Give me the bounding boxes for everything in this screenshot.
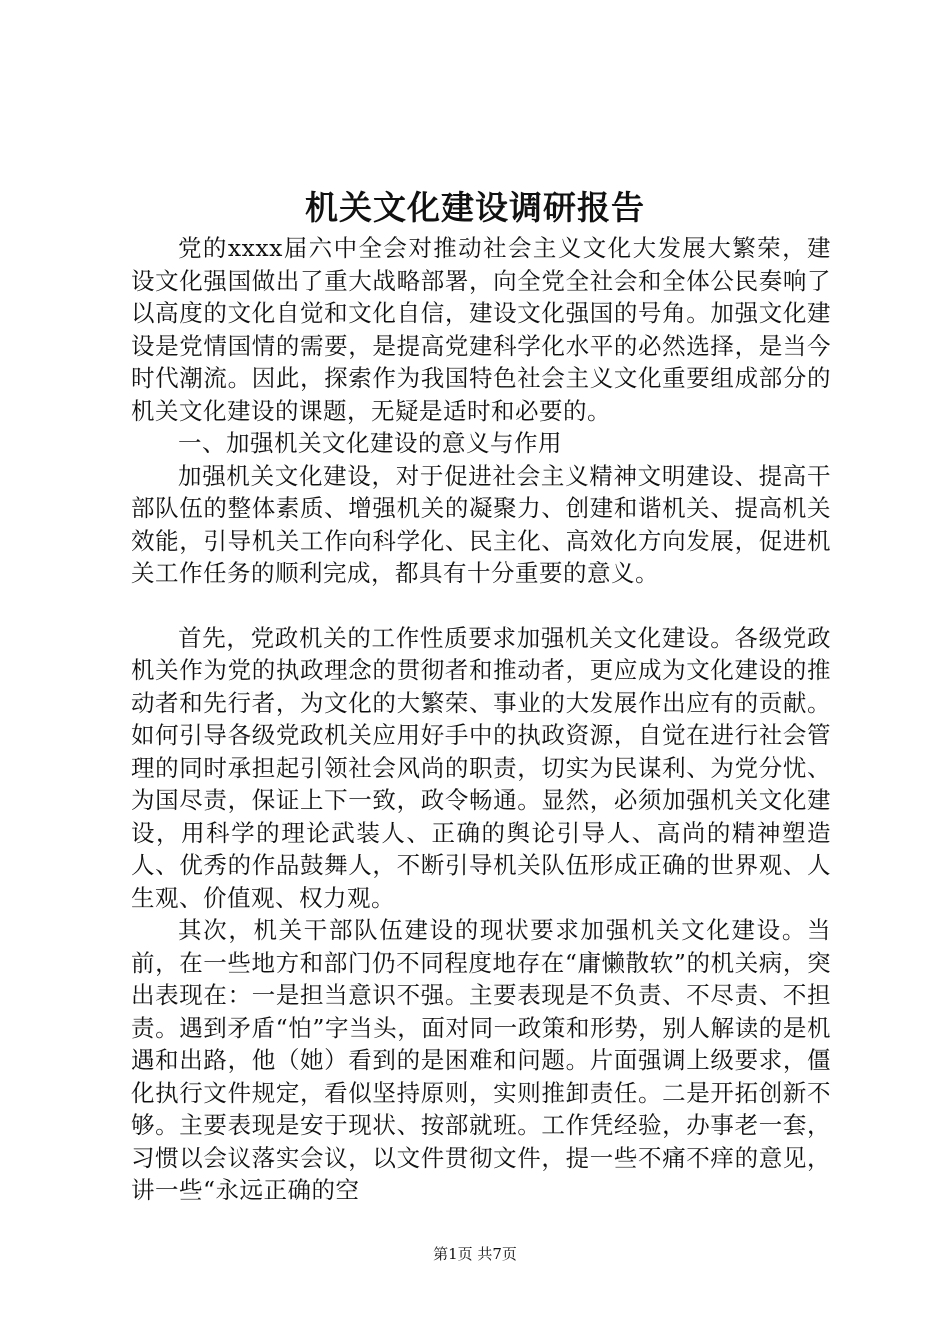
page-number-footer: 第1页 共7页 (433, 1245, 517, 1263)
section-heading: 一、加强机关文化建设的意义与作用 (178, 429, 562, 457)
document-body (131, 232, 831, 1207)
paragraph-significance: 加强机关文化建设，对于促进社会主义精神文明建设、提高干部队伍的整体素质、增强机关的凝聚力、创建和谐机关、提高机关效能，引导机关工作向科学化、民主化、高效化方向发展，促进机关工作任务的顺利完成，都具有十分重要的意义。 (131, 461, 831, 587)
paragraph-first-reason: 首先，党政机关的工作性质要求加强机关文化建设。各级党政机关作为党的执政理念的贯彻者和推动者，更应成为文化建设的推动者和先行者，为文化的大繁荣、事业的大发展作出应有的贡献。如何引导各级党政机关应用好手中的执政资源，自觉在进行社会管理的同时承担起引领社会风尚的职责，切实为民谋利、为党分忧、为国尽责，保证上下一致，政令畅通。显然，必须加强机关文化建设，用科学的理论武装人、正确的舆论引导人、高尚的精神塑造人、优秀的作品鼓舞人，不断引导机关队伍形成正确的世界观、人生观、价值观、权力观。 (131, 623, 831, 912)
paragraph-second-reason: 其次，机关干部队伍建设的现状要求加强机关文化建设。当前，在一些地方和部门仍不同程度地存在“庸懒散软”的机关病，突出表现在：一是担当意识不强。主要表现是不负责、不尽责、不担责。遇到矛盾“怕”字当头，面对同一政策和形势，别人解读的是机遇和出路，他（她）看到的是困难和问题。片面强调上级要求，僵化执行文件规定，看似坚持原则，实则推卸责任。二是开拓创新不够。主要表现是安于现状、按部就班。工作凭经验，办事老一套，习惯以会议落实会议，以文件贯彻文件，提一些不痛不痒的意见，讲一些“永远正确的空 (131, 916, 831, 1204)
paragraph-intro: 党的xxxx届六中全会对推动社会主义文化大发展大繁荣，建设文化强国做出了重大战略部署，向全党全社会和全体公民奏响了以高度的文化自觉和文化自信，建设文化强国的号角。加强文化建设是党情国情的需要，是提高党建科学化水平的必然选择，是当今时代潮流。因此，探索作为我国特色社会主义文化重要组成部分的机关文化建设的课题，无疑是适时和必要的。 (131, 234, 831, 425)
document-title: 机关文化建设调研报告 (305, 188, 645, 227)
